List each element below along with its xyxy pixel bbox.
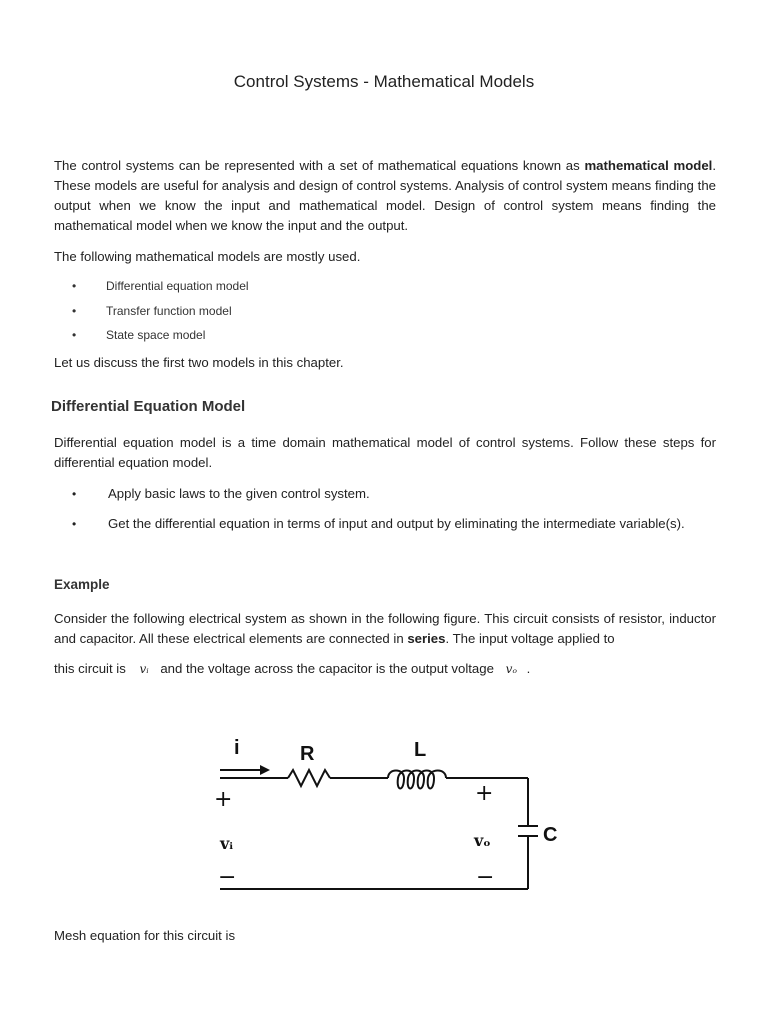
mesh-equation-text: Mesh equation for this circuit is bbox=[54, 928, 236, 943]
input-voltage-label: vᵢ bbox=[220, 834, 234, 853]
output-minus-sign: − bbox=[476, 865, 495, 890]
list-item bbox=[54, 514, 716, 556]
resistor-label: R bbox=[300, 743, 315, 765]
discuss-text: Let us discuss the first two models in this chapter. bbox=[54, 355, 344, 370]
inductor-symbol bbox=[388, 771, 446, 789]
steps-list bbox=[54, 484, 716, 556]
list-item bbox=[54, 302, 716, 327]
list-item bbox=[54, 484, 716, 514]
current-label: i bbox=[234, 737, 240, 759]
bullet: • bbox=[72, 328, 77, 342]
output-voltage-symbol: vₒ bbox=[505, 662, 517, 676]
output-voltage-label: vₒ bbox=[474, 831, 491, 850]
models-list bbox=[54, 277, 716, 351]
intro-text-2: . These models are useful for analysis and design of control systems. Analysis of control system means finding the output when we know the input and mathematical model. Design of control system means finding the mathematical model when we know the input and the output. bbox=[54, 158, 716, 233]
example-line3-c: . bbox=[523, 661, 531, 676]
section-heading: Differential Equation Model bbox=[51, 398, 246, 415]
list-item-text: State space model bbox=[106, 328, 206, 342]
capacitor-label: C bbox=[543, 824, 558, 846]
page-title: Control Systems - Mathematical Models bbox=[233, 72, 535, 91]
section-description: Differential equation model is a time domain mathematical model of control systems. Follow these steps for differential equation model. bbox=[54, 435, 716, 470]
example-text-1: Consider the following electrical system as shown in the following figure. This circuit consists of resistor, inductor and capacitor. All these electrical elements are connected in bbox=[54, 611, 716, 646]
example-line3-a: this circuit is bbox=[54, 661, 130, 676]
bullet: • bbox=[72, 303, 77, 318]
example-paragraph bbox=[54, 609, 716, 649]
example-bold-term: series bbox=[407, 631, 446, 646]
intro-bold-term: mathematical model bbox=[584, 158, 713, 173]
models-intro: The following mathematical models are mostly used. bbox=[54, 249, 361, 264]
intro-paragraph bbox=[54, 156, 716, 236]
bullet: • bbox=[72, 487, 77, 501]
list-item-text: Get the differential equation in terms of input and output by eliminating the intermediate variable(s). bbox=[108, 516, 685, 531]
bullet: • bbox=[72, 517, 77, 531]
example-line3-b: and the voltage across the capacitor is the output voltage bbox=[156, 661, 498, 676]
bullet: • bbox=[72, 279, 77, 293]
list-item-text: Differential equation model bbox=[106, 279, 249, 293]
example-line-3 bbox=[54, 659, 716, 679]
list-item bbox=[54, 277, 716, 302]
example-heading: Example bbox=[54, 577, 110, 592]
list-item-text: Transfer function model bbox=[106, 303, 232, 318]
input-voltage-symbol: vᵢ bbox=[139, 662, 149, 676]
list-item bbox=[54, 326, 716, 351]
list-item-text: Apply basic laws to the given control system. bbox=[108, 486, 370, 501]
output-plus-sign: + bbox=[475, 781, 494, 806]
intro-text-1: The control systems can be represented with a set of mathematical equations known as bbox=[54, 158, 585, 173]
current-arrow-head bbox=[260, 765, 270, 775]
input-plus-sign: + bbox=[214, 787, 233, 812]
resistor-symbol bbox=[288, 770, 330, 786]
inductor-label: L bbox=[414, 739, 427, 761]
input-minus-sign: − bbox=[218, 865, 237, 890]
rlc-circuit-diagram bbox=[200, 730, 580, 900]
example-text-2: . The input voltage applied to bbox=[445, 631, 615, 646]
